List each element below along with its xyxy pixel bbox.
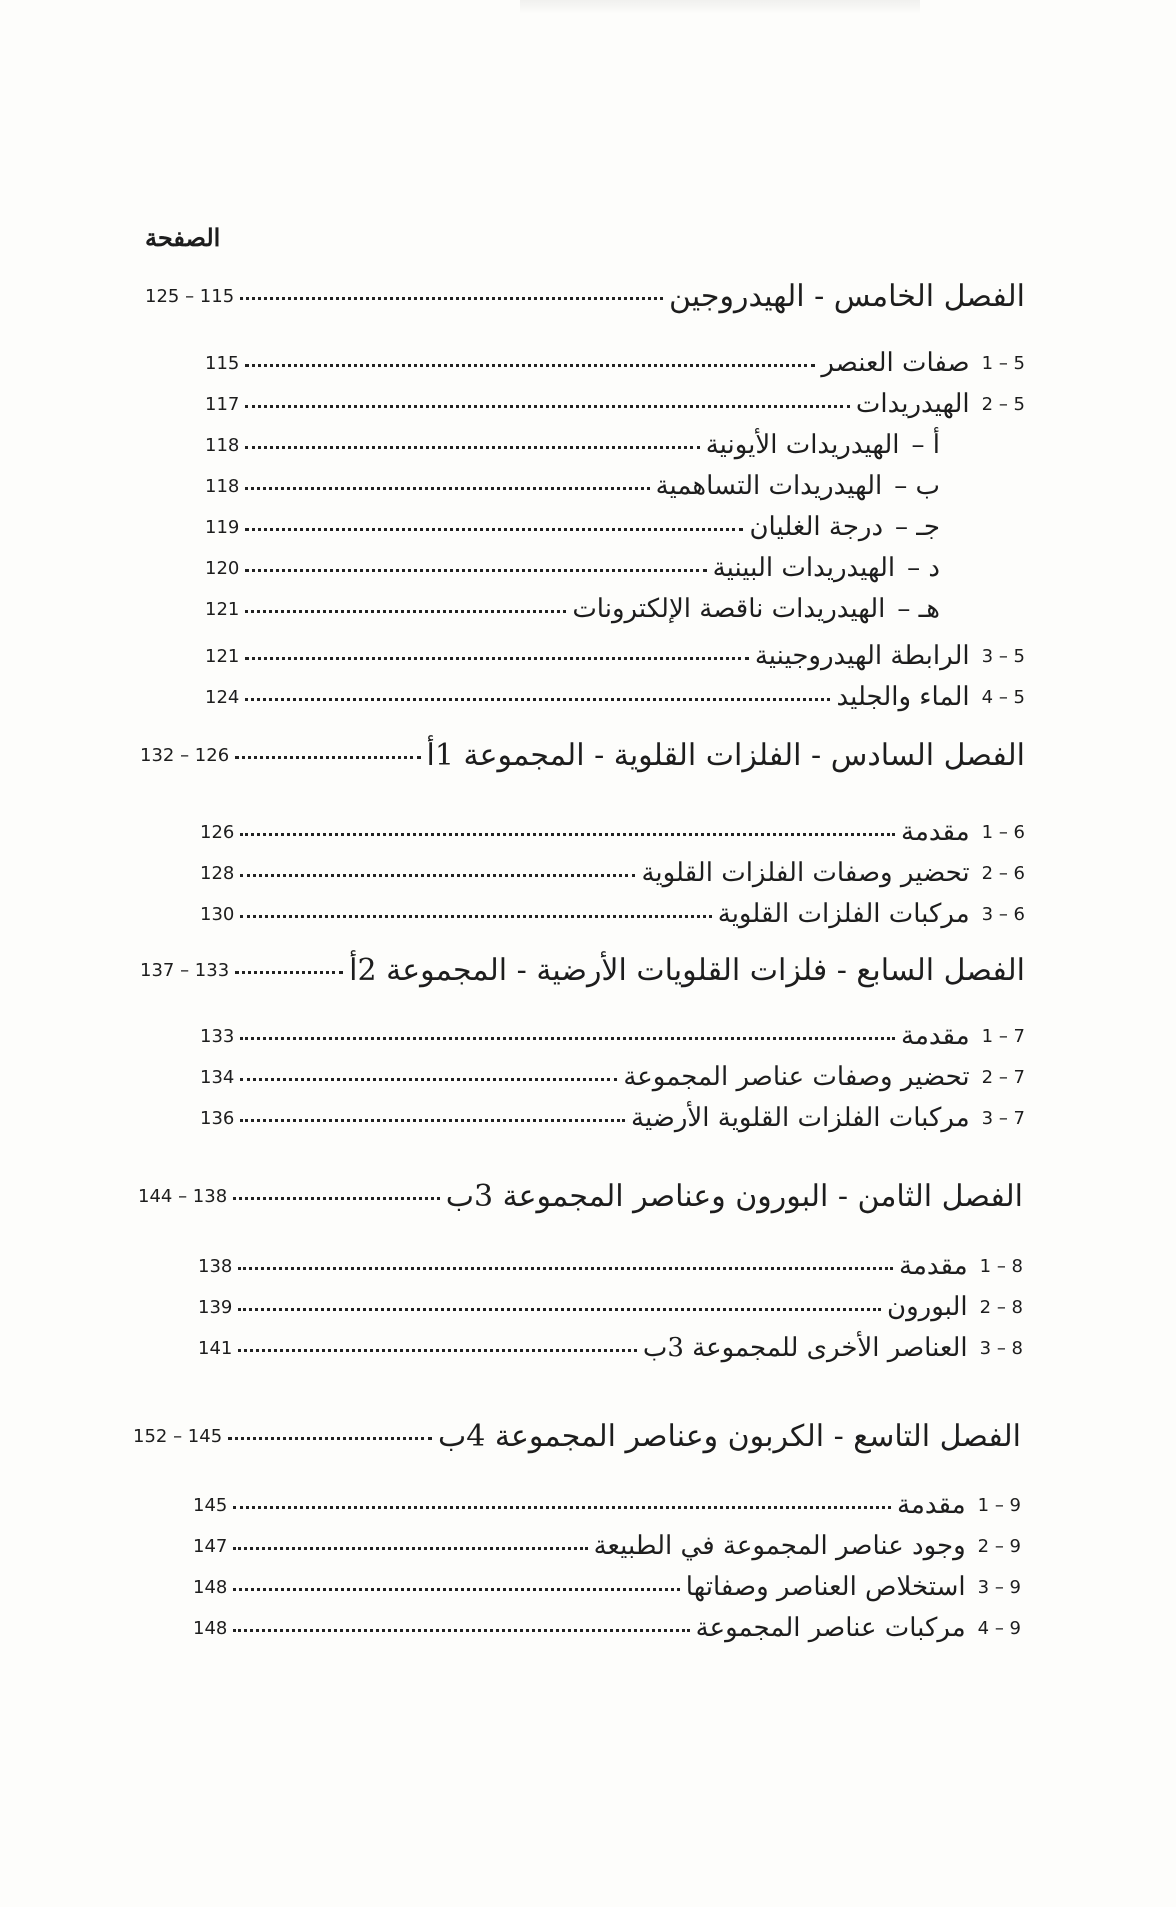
chapter-title: الفصل السادس - الفلزات القلوية - المجموعة 1أ <box>426 737 1025 773</box>
dot-leader <box>233 1506 891 1509</box>
toc-subentry[interactable] <box>205 425 940 465</box>
section-number: 9 – 1 <box>977 1494 1021 1516</box>
entry-title: الهيدريدات الأيونية <box>705 430 900 460</box>
section-number: 7 – 2 <box>981 1066 1025 1088</box>
subsection-letter: أ – <box>911 430 940 460</box>
toc-subentry[interactable] <box>205 466 940 506</box>
section-number: 9 – 3 <box>977 1576 1021 1598</box>
entry-page: 148 <box>193 1617 228 1639</box>
toc-entry[interactable] <box>200 1016 1025 1056</box>
entry-title: مقدمة <box>901 817 970 847</box>
dot-leader <box>240 1119 625 1122</box>
dot-leader <box>240 1078 617 1081</box>
dot-leader <box>245 446 699 449</box>
entry-page: 139 <box>198 1296 233 1318</box>
dot-leader <box>228 1437 432 1440</box>
section-number: 7 – 3 <box>981 1107 1025 1129</box>
toc-subentry[interactable] <box>205 507 940 547</box>
entry-page: 118 <box>205 434 240 456</box>
entry-title: صفات العنصر <box>821 348 970 378</box>
chapter-page-range: 125 – 115 <box>145 285 235 307</box>
entry-page: 120 <box>205 557 240 579</box>
entry-page: 126 <box>200 821 235 843</box>
toc-entry[interactable] <box>205 343 1025 383</box>
entry-page: 128 <box>200 862 235 884</box>
chapter-page-range: 152 – 145 <box>133 1425 223 1447</box>
dot-leader <box>233 1629 689 1632</box>
entry-page: 121 <box>205 598 240 620</box>
dot-leader <box>245 487 649 490</box>
dot-leader <box>240 915 711 918</box>
dot-leader <box>240 833 895 836</box>
dot-leader <box>233 1547 587 1550</box>
section-number: 8 – 2 <box>979 1296 1023 1318</box>
toc-entry[interactable] <box>193 1526 1021 1566</box>
entry-title: الرابطة الهيدروجينية <box>754 641 970 671</box>
toc-chapter-6[interactable] <box>140 735 1025 775</box>
entry-title: مقدمة <box>897 1490 966 1520</box>
dot-leader <box>238 1308 881 1311</box>
entry-page: 130 <box>200 903 235 925</box>
dot-leader <box>245 610 566 613</box>
toc-entry[interactable] <box>193 1567 1021 1607</box>
chapter-page-range: 132 – 126 <box>140 744 230 766</box>
section-number: 7 – 1 <box>981 1025 1025 1047</box>
entry-page: 121 <box>205 645 240 667</box>
dot-leader <box>240 874 635 877</box>
entry-page: 147 <box>193 1535 228 1557</box>
chapter-title: الفصل الخامس - الهيدروجين <box>669 278 1025 314</box>
section-number: 9 – 4 <box>977 1617 1021 1639</box>
toc-chapter-8[interactable] <box>138 1176 1023 1216</box>
dot-leader <box>233 1588 679 1591</box>
toc-entry[interactable] <box>205 384 1025 424</box>
toc-entry[interactable] <box>198 1287 1023 1327</box>
section-number: 5 – 4 <box>981 686 1025 708</box>
entry-title: تحضير وصفات عناصر المجموعة <box>623 1062 970 1092</box>
entry-page: 136 <box>200 1107 235 1129</box>
entry-page: 115 <box>205 352 240 374</box>
entry-title: مركبات الفلزات القلوية <box>717 899 970 929</box>
dot-leader <box>235 756 420 759</box>
chapter-page-range: 144 – 138 <box>138 1185 228 1207</box>
dot-leader <box>240 1037 895 1040</box>
entry-title: تحضير وصفات الفلزات القلوية <box>641 858 970 888</box>
dot-leader <box>245 657 749 660</box>
entry-page: 141 <box>198 1337 233 1359</box>
dot-leader <box>245 528 743 531</box>
chapter-title: الفصل الثامن - البورون وعناصر المجموعة 3ب <box>445 1178 1023 1214</box>
entry-title: درجة الغليان <box>749 512 884 542</box>
dot-leader <box>235 971 343 974</box>
dot-leader <box>245 364 815 367</box>
subsection-letter: د – <box>907 553 940 583</box>
toc-entry[interactable] <box>200 853 1025 893</box>
entry-page: 118 <box>205 475 240 497</box>
toc-entry[interactable] <box>198 1328 1023 1368</box>
toc-entry[interactable] <box>200 894 1025 934</box>
entry-title: مركبات الفلزات القلوية الأرضية <box>631 1103 970 1133</box>
entry-title: وجود عناصر المجموعة في الطبيعة <box>593 1531 966 1561</box>
toc-chapter-5[interactable] <box>145 276 1025 316</box>
dot-leader <box>238 1349 636 1352</box>
section-number: 6 – 3 <box>981 903 1025 925</box>
entry-title: مقدمة <box>901 1021 970 1051</box>
entry-title: الماء والجليد <box>836 682 970 712</box>
dot-leader <box>238 1267 893 1270</box>
subsection-letter: ب – <box>894 471 940 501</box>
chapter-page-range: 137 – 133 <box>140 959 230 981</box>
entry-page: 134 <box>200 1066 235 1088</box>
section-number: 5 – 2 <box>981 393 1025 415</box>
section-number: 6 – 1 <box>981 821 1025 843</box>
toc-subentry[interactable] <box>205 589 940 629</box>
dot-leader <box>245 698 830 701</box>
page-column-label: الصفحة <box>145 223 221 252</box>
subsection-letter: جـ – <box>895 512 940 542</box>
entry-page: 148 <box>193 1576 228 1598</box>
section-number: 9 – 2 <box>977 1535 1021 1557</box>
entry-page: 138 <box>198 1255 233 1277</box>
toc-entry[interactable] <box>200 1098 1025 1138</box>
dot-leader <box>245 569 706 572</box>
entry-title: مقدمة <box>899 1251 968 1281</box>
entry-page: 117 <box>205 393 240 415</box>
section-number: 5 – 1 <box>981 352 1025 374</box>
dot-leader <box>245 405 850 408</box>
entry-page: 119 <box>205 516 240 538</box>
subsection-letter: هـ – <box>897 594 940 624</box>
chapter-title: الفصل السابع - فلزات القلويات الأرضية - المجموعة 2أ <box>349 952 1025 988</box>
entry-title: الهيدريدات التساهمية <box>655 471 883 501</box>
entry-title: الهيدريدات ناقصة الإلكترونات <box>572 594 886 624</box>
entry-page: 145 <box>193 1494 228 1516</box>
toc-chapter-9[interactable] <box>133 1416 1021 1456</box>
toc-entry[interactable] <box>193 1608 1021 1648</box>
entry-page: 124 <box>205 686 240 708</box>
toc-subentry[interactable] <box>205 548 940 588</box>
entry-title: مركبات عناصر المجموعة <box>695 1613 966 1643</box>
toc-entry[interactable] <box>200 1057 1025 1097</box>
scan-artifact <box>520 0 920 14</box>
toc-entry[interactable] <box>200 812 1025 852</box>
entry-title: البورون <box>887 1292 968 1322</box>
section-number: 8 – 3 <box>979 1337 1023 1359</box>
dot-leader <box>240 297 663 300</box>
entry-title: استخلاص العناصر وصفاتها <box>685 1572 966 1602</box>
toc-chapter-7[interactable] <box>140 950 1025 990</box>
toc-entry[interactable] <box>205 636 1025 676</box>
entry-title: العناصر الأخرى للمجموعة 3ب <box>642 1333 968 1363</box>
toc-entry[interactable] <box>205 677 1025 717</box>
chapter-title: الفصل التاسع - الكربون وعناصر المجموعة 4ب <box>438 1418 1021 1454</box>
section-number: 8 – 1 <box>979 1255 1023 1277</box>
section-number: 5 – 3 <box>981 645 1025 667</box>
toc-entry[interactable] <box>193 1485 1021 1525</box>
toc-entry[interactable] <box>198 1246 1023 1286</box>
entry-page: 133 <box>200 1025 235 1047</box>
dot-leader <box>233 1197 440 1200</box>
entry-title: الهيدريدات <box>855 389 970 419</box>
section-number: 6 – 2 <box>981 862 1025 884</box>
entry-title: الهيدريدات البينية <box>712 553 896 583</box>
